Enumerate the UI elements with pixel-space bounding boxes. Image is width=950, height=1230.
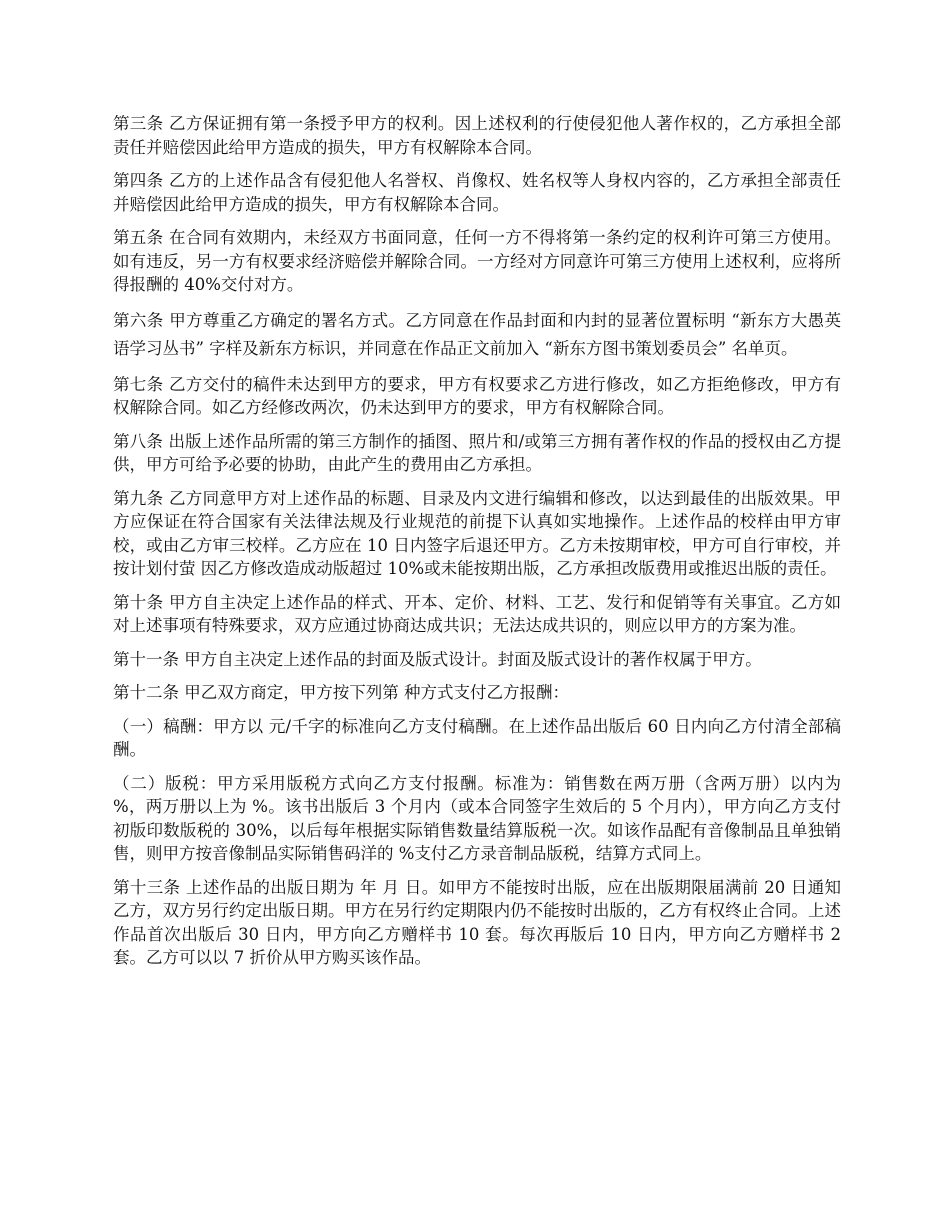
article-5: 第五条 在合同有效期内，未经双方书面同意，任何一方不得将第一条约定的权利许可第三方使用。如有违反，另一方有权要求经济赔偿并解除合同。一方经对方同意许可第三方使用上述权利，应将所得报酬的 40%交付对方。	[113, 228, 841, 294]
clause-royalty-per-thousand: （一）稿酬：甲方以 元/千字的标准向乙方支付稿酬。在上述作品出版后 60 日内向乙方付清全部稿酬。	[113, 716, 841, 759]
article-3: 第三条 乙方保证拥有第一条授予甲方的权利。因上述权利的行使侵犯他人著作权的，乙方承担全部责任并赔偿因此给甲方造成的损失，甲方有权解除本合同。	[113, 114, 841, 157]
article-11: 第十一条 甲方自主决定上述作品的封面及版式设计。封面及版式设计的著作权属于甲方。	[113, 649, 762, 669]
document-page	[113, 112, 841, 980]
article-13: 第十三条 上述作品的出版日期为 年 月 日。如甲方不能按时出版，应在出版期限届满前 20 日通知乙方，双方另行约定出版日期。甲方在另行约定期限内仍不能按时出版的，乙方有权终止合同。上述作品首次出版后 30 日内，甲方向乙方赠样书 10 套。每次再版后 10 日内，甲方向乙方赠样书 2 套。乙方可以以 7 折价从甲方购买该作品。	[113, 877, 841, 967]
article-10: 第十条 甲方自主决定上述作品的样式、开本、定价、材料、工艺、发行和促销等有关事宜。乙方如对上述事项有特殊要求，双方应通过协商达成共识；无法达成共识的，则应以甲方的方案为准。	[113, 592, 841, 635]
article-7: 第七条 乙方交付的稿件未达到甲方的要求，甲方有权要求乙方进行修改，如乙方拒绝修改，甲方有权解除合同。如乙方经修改两次，仍未达到甲方的要求，甲方有权解除合同。	[113, 374, 841, 417]
article-8: 第八条 出版上述作品所需的第三方制作的插图、照片和/或第三方拥有著作权的作品的授权由乙方提供，甲方可给予必要的协助，由此产生的费用由乙方承担。	[113, 431, 841, 474]
article-12: 第十二条 甲乙双方商定，甲方按下列第 种方式支付乙方报酬：	[113, 683, 569, 702]
article-6: 第六条 甲方尊重乙方确定的署名方式。乙方同意在作品封面和内封的显著位置标明 “新东方大愚英语学习丛书” 字样及新东方标识，并同意在作品正文前加入 “新东方图书策划委员会” 名单页。	[113, 310, 841, 358]
article-4: 第四条 乙方的上述作品含有侵犯他人名誉权、肖像权、姓名权等人身权内容的，乙方承担全部责任并赔偿因此给甲方造成的损失，甲方有权解除本合同。	[113, 171, 841, 214]
article-9: 第九条 乙方同意甲方对上述作品的标题、目录及内文进行编辑和修改，以达到最佳的出版效果。甲方应保证在符合国家有关法律法规及行业规范的前提下认真如实地操作。上述作品的校样由甲方审校，或由乙方审三校样。乙方应在 10 日内签字后退还甲方。乙方未按期审校，甲方可自行审校，并按计划付萤 因乙方修改造成动版超过 10%或未能按期出版，乙方承担改版费用或推迟出版的责任。	[113, 488, 841, 578]
clause-royalty-percentage: （二）版税：甲方采用版税方式向乙方支付报酬。标准为：销售数在两万册（含两万册）以内为 %，两万册以上为 %。该书出版后 3 个月内（或本合同签字生效后的 5 个月内），甲方向乙方支付初版印数版税的 30%，以后每年根据实际销售数量结算版税一次。如该作品配有音像制品且单独销售，则甲方按音像制品实际销售码洋的 %支付乙方录音制品版税，结算方式同上。	[113, 773, 841, 863]
